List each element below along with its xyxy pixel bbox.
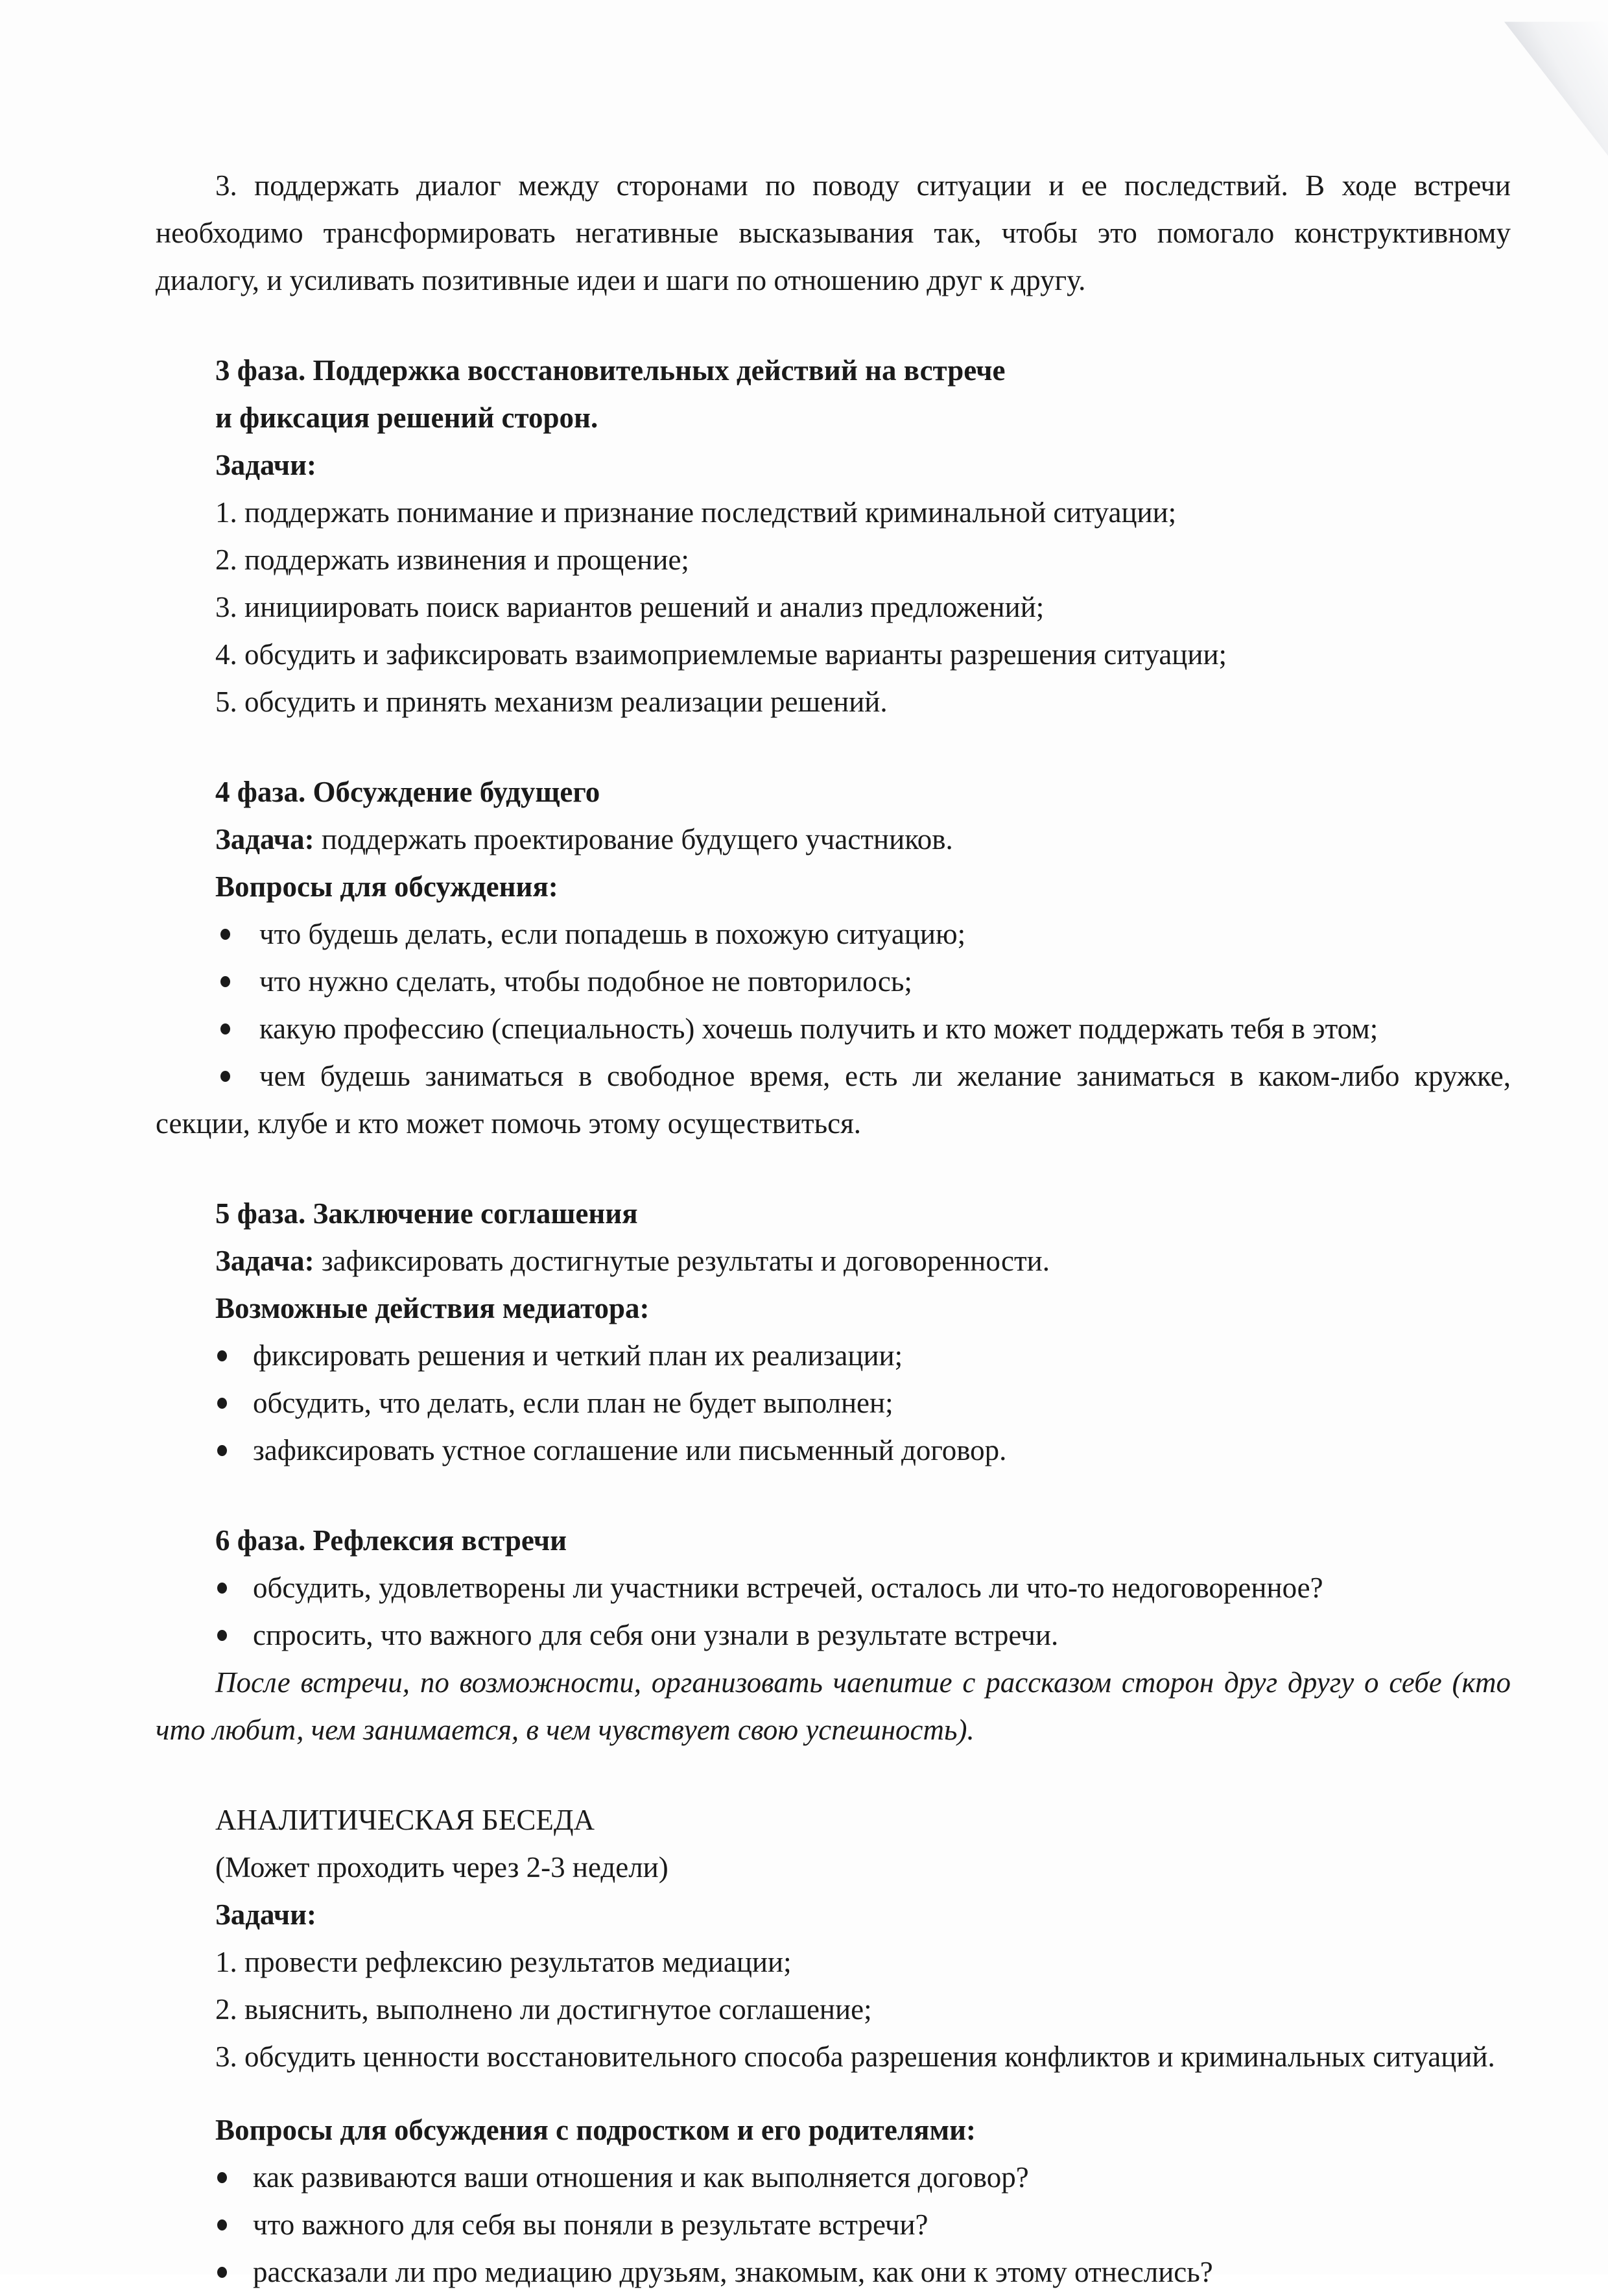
list-item: 5. обсудить и принять механизм реализации решений. [215,686,888,718]
bullet-icon [217,1398,227,1409]
phase5-title: 5 фаза. Заключение соглашения [215,1197,638,1230]
phase3-title-line2: и фиксация решений сторон. [215,401,598,434]
list-item: как развиваются ваши отношения и как выполняется договор? [156,2154,1511,2201]
bullet-icon [220,976,230,987]
list-item: рассказали ли про медиацию друзьям, знакомым, как они к этому отнеслись? [156,2249,1511,2296]
bullet-icon [217,1350,227,1361]
bullet-icon [217,1583,227,1594]
list-item: зафиксировать устное соглашение или письменный договор. [156,1427,1511,1474]
phase6-section [156,1517,1511,1754]
phase4-task-text: поддержать проектирование будущего участников. [314,823,953,855]
analytic-subtitle: (Может проходить через 2-3 недели) [215,1851,668,1883]
bullet-icon [217,2219,227,2230]
phase6-note: После встречи, по возможности, организовать чаепитие с рассказом сторон друг другу о себе (кто что любит, чем занимается, в чем чувствует свою успешность). [156,1666,1511,1746]
list-item: 2. выяснить, выполнено ли достигнутое соглашение; [215,1993,872,2026]
phase4-section [156,769,1511,1147]
phase5-task-label: Задача: [215,1245,314,1277]
phase3-tasks-label: Задачи: [215,449,317,481]
phase4-task [156,816,1511,863]
list-item: что будешь делать, если попадешь в похожую ситуацию; [156,911,1511,958]
analytic-questions-label: Вопросы для обсуждения с подростком и его родителями: [215,2114,976,2146]
bullet-icon [217,2172,227,2183]
phase5-actions-label: Возможные действия медиатора: [215,1292,650,1324]
bullet-icon [220,1071,230,1082]
phase6-title: 6 фаза. Рефлексия встречи [215,1524,567,1557]
list-item: 1. поддержать понимание и признание последствий криминальной ситуации; [215,496,1177,529]
list-item: что нужно сделать, чтобы подобное не повторилось; [156,958,1511,1005]
bullet-icon [220,929,230,940]
phase4-title: 4 фаза. Обсуждение будущего [215,776,600,808]
phase5-task [156,1238,1511,1285]
bullet-icon [220,1023,230,1034]
analytic-title: АНАЛИТИЧЕСКАЯ БЕСЕДА [215,1804,595,1836]
analytic-section [156,1797,1511,2296]
list-item: 1. провести рефлексию результатов медиации; [215,1946,792,1978]
list-item: 4. обсудить и зафиксировать взаимоприемлемые варианты разрешения ситуации; [215,638,1227,671]
bullet-icon [217,2267,227,2278]
list-item: какую профессию (специальность) хочешь получить и кто может поддержать тебя в этом; [156,1005,1511,1053]
phase6-items-list [156,1564,1511,1659]
phase5-task-text: зафиксировать достигнутые результаты и договоренности. [314,1245,1050,1277]
phase4-questions-label: Вопросы для обсуждения: [215,870,558,903]
list-item: 3. обсудить ценности восстановительного способа разрешения конфликтов и криминальных ситуаций. [215,2040,1495,2073]
analytic-questions-list [156,2154,1511,2296]
phase3-section [156,347,1511,726]
list-item: 2. поддержать извинения и прощение; [215,544,689,576]
phase4-questions-list [156,911,1511,1005]
analytic-tasks-label: Задачи: [215,1898,317,1931]
phase5-actions-list [156,1332,1511,1474]
page-curl-corner [1504,0,1608,156]
list-item: обсудить, удовлетворены ли участники встречей, осталось ли что-то недоговоренное? [156,1564,1511,1612]
intro-paragraph: 3. поддержать диалог между сторонами по поводу ситуации и ее последствий. В ходе встречи необходимо трансформировать негативные высказывания так, чтобы это помогало конструктивному диалогу, и усиливать позитивные идеи и шаги по отношению друг к другу. [156,169,1511,296]
list-item: фиксировать решения и четкий план их реализации; [156,1332,1511,1380]
phase3-title-line1: 3 фаза. Поддержка восстановительных действий на встрече [215,354,1006,387]
bullet-icon [217,1630,227,1641]
document-content [156,162,1511,2296]
list-item: спросить, что важного для себя они узнали в результате встречи. [156,1612,1511,1659]
phase4-task-label: Задача: [215,823,314,855]
phase5-section [156,1190,1511,1474]
bullet-icon [217,1445,227,1456]
list-item: 3. инициировать поиск вариантов решений и анализ предложений; [215,591,1045,623]
list-item: что важного для себя вы поняли в результате встречи? [156,2201,1511,2249]
phase3-tasks-list [156,489,1511,726]
list-item: обсудить, что делать, если план не будет выполнен; [156,1380,1511,1427]
list-item: чем будешь заниматься в свободное время, есть ли желание заниматься в каком-либо кружке, секции, клубе и кто может помочь этому осуществиться. [156,1060,1511,1140]
